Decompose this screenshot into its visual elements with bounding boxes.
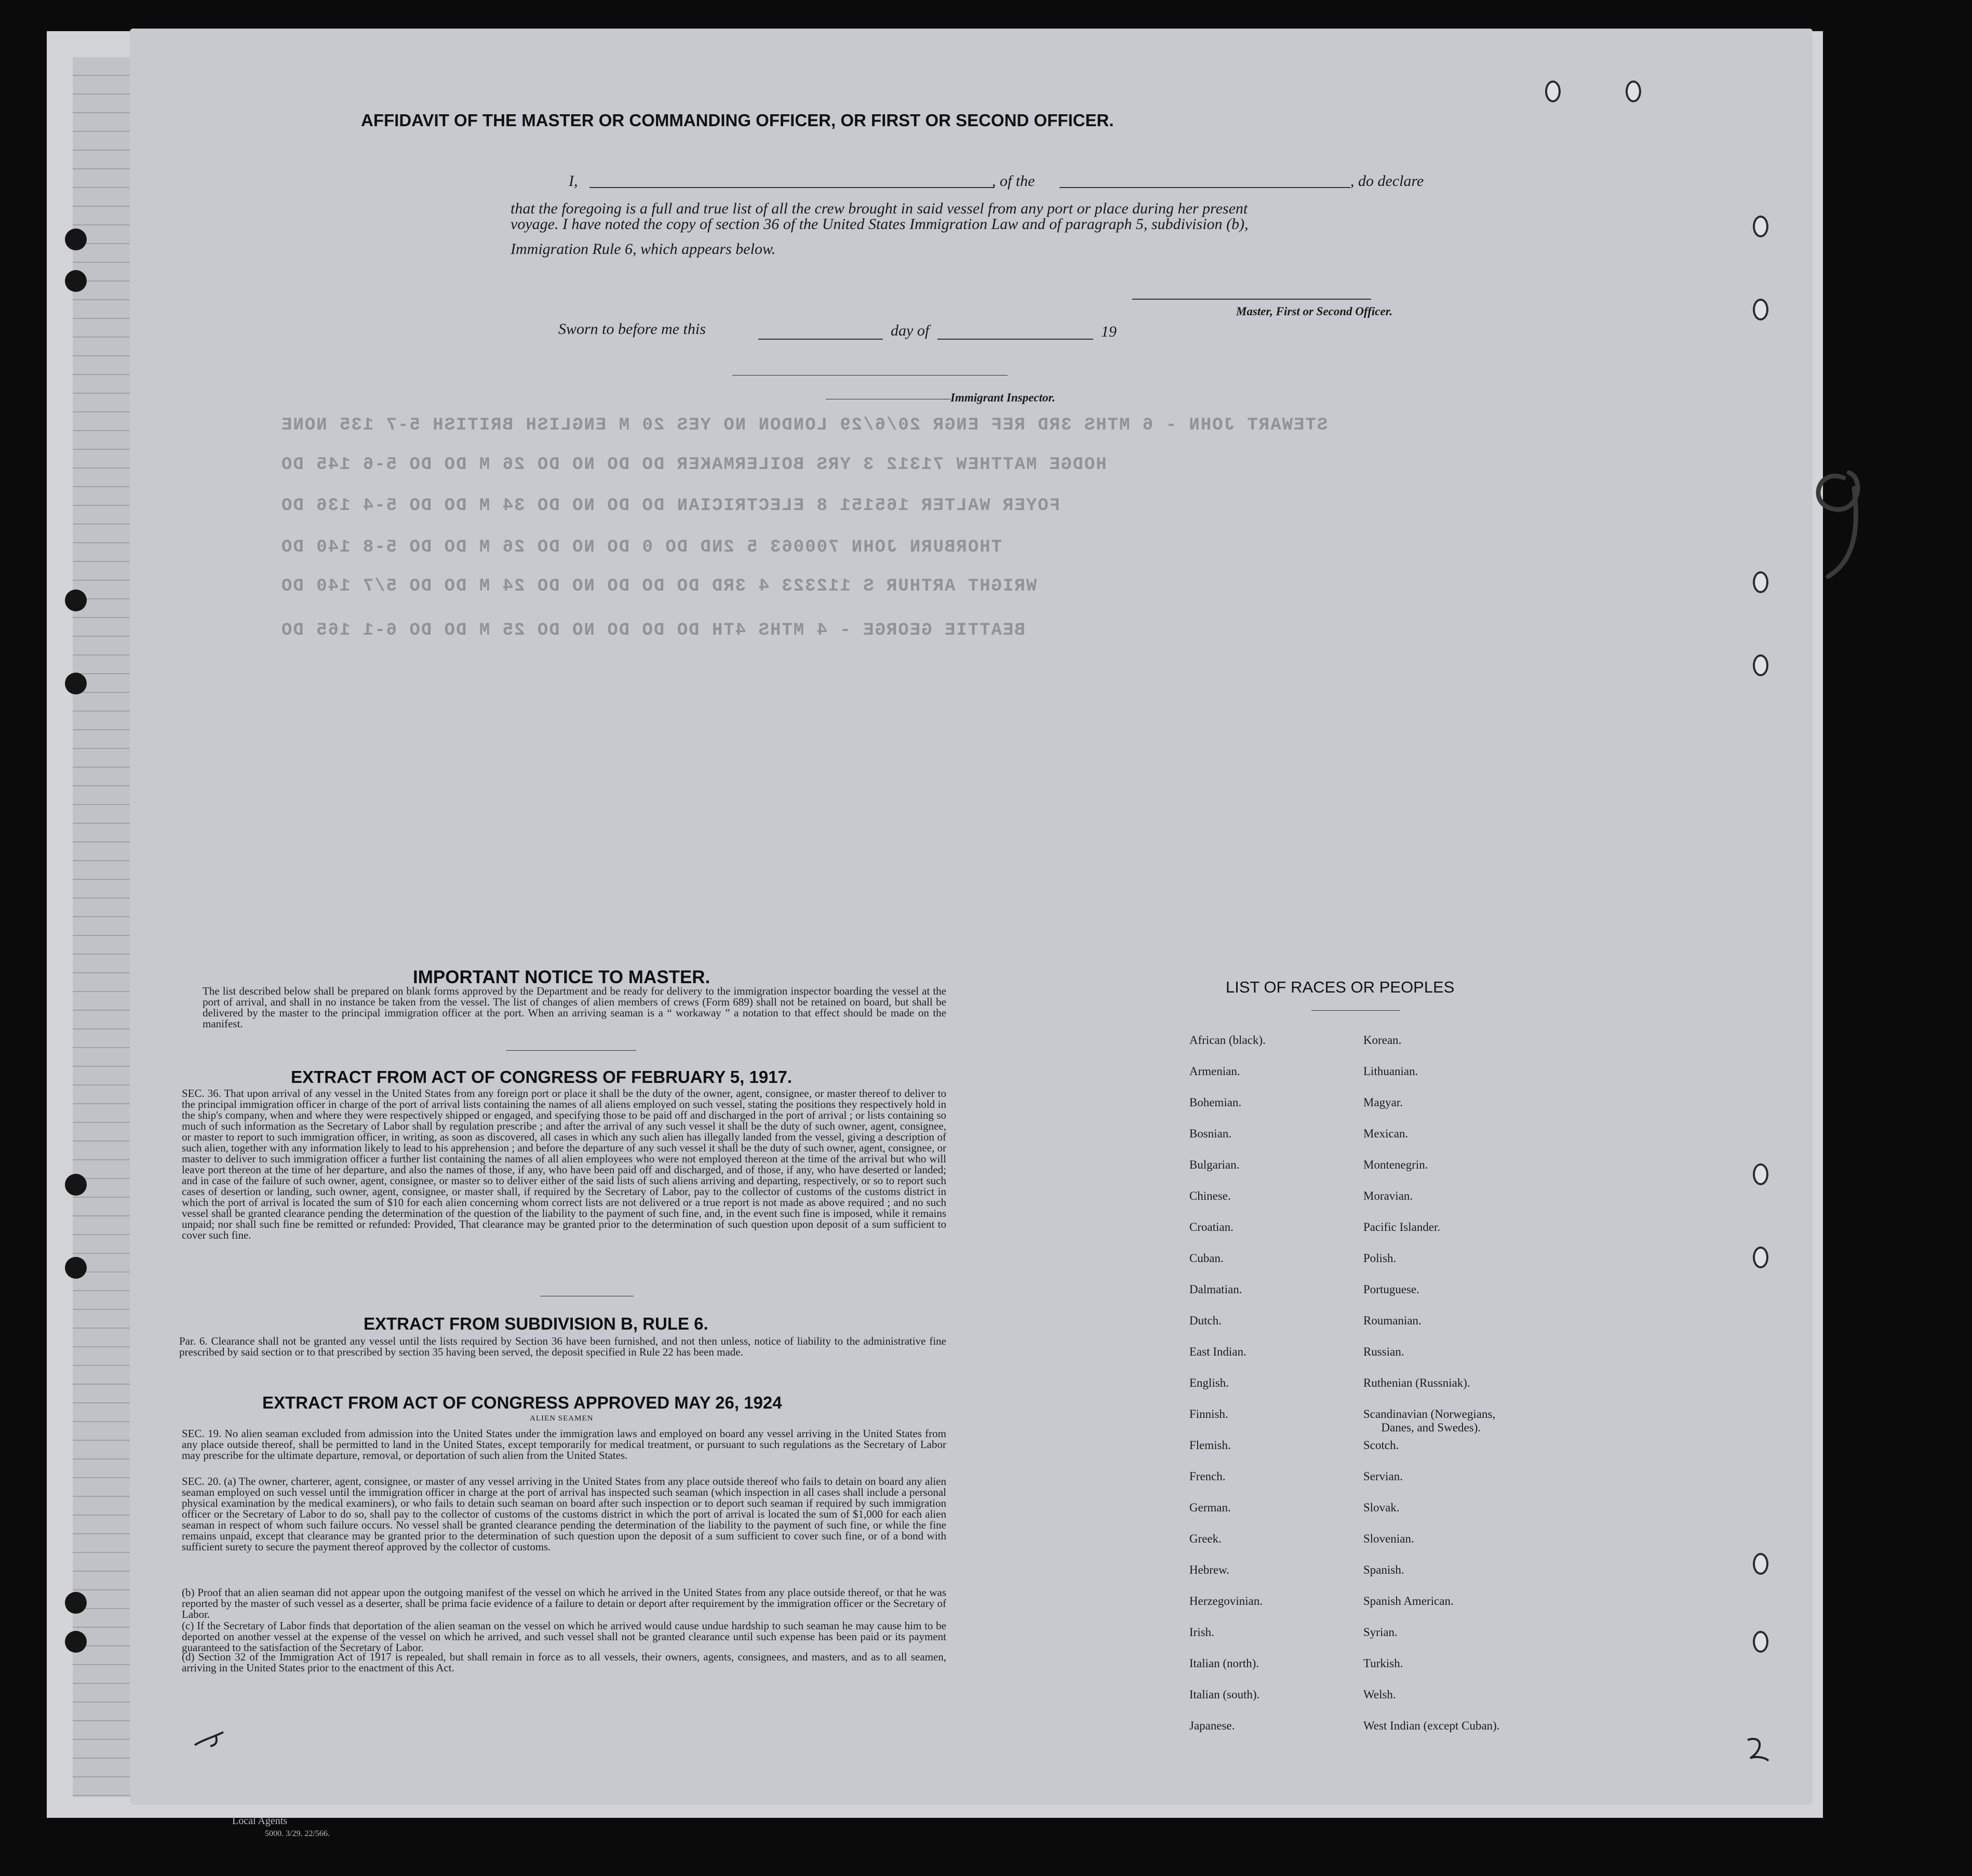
race-item: Finnish.	[1189, 1408, 1228, 1421]
race-item: Greek.	[1189, 1532, 1222, 1545]
race-item: Croatian.	[1189, 1221, 1233, 1234]
sworn-label: Sworn to before me this	[558, 320, 706, 338]
extract1924-subtitle: ALIEN SEAMEN	[530, 1414, 594, 1423]
show-through-row: WRIGHT ARTHUR S 112323 4 3RD DO DO DO NO DO 24 M DO DO 5/7 140 DO	[280, 577, 1037, 596]
race-item: Cuban.	[1189, 1252, 1224, 1265]
extract1924-title: EXTRACT FROM ACT OF CONGRESS APPROVED MAY 26, 1924	[262, 1393, 782, 1412]
punch-hole	[1626, 81, 1641, 102]
officer-label: Master, First or Second Officer.	[1236, 305, 1393, 318]
handwritten-mark	[1787, 457, 1880, 592]
day-of-label: day of	[891, 322, 930, 339]
binder-hole	[65, 589, 87, 611]
race-item: Magyar.	[1363, 1096, 1403, 1109]
year-prefix: 19	[1101, 323, 1117, 340]
binder-hole	[65, 270, 87, 292]
name-blank	[589, 187, 995, 188]
inspector-label: Immigrant Inspector.	[950, 391, 1055, 404]
sec20b-body: (b) Proof that an alien seaman did not appear upon the outgoing manifest of the vessel on which he arrived in the United States from any place outside thereof, or that he was reported by the master of such vessel as a deserter, shall be prima facie evidence of a failure to detain or deport after requirement by the immigration officer or the Secretary of Labor.	[182, 1586, 946, 1620]
race-item: Ruthenian (Russniak).	[1363, 1376, 1470, 1389]
show-through-row: THORBURN JOHN 700063 5 2ND DO 0 DO NO DO 26 M DO DO 5-8 140 DO	[280, 538, 1002, 557]
race-item: Russian.	[1363, 1345, 1404, 1358]
race-item: Lithuanian.	[1363, 1065, 1418, 1078]
race-item: Servian.	[1363, 1470, 1403, 1483]
race-item: Armenian.	[1189, 1065, 1240, 1078]
race-item: French.	[1189, 1470, 1226, 1483]
show-through-row: STEWART JOHN - 6 MTHS 3RD REF ENGR 20/6/29 LONDON NO YES 20 M ENGLISH BRITISH 5-7 135 NONE	[280, 416, 1328, 435]
punch-hole	[1753, 1163, 1768, 1185]
race-item: Portuguese.	[1363, 1283, 1419, 1296]
rule6-title: EXTRACT FROM SUBDIVISION B, RULE 6.	[364, 1314, 708, 1333]
notice-title: IMPORTANT NOTICE TO MASTER.	[413, 967, 710, 987]
race-item: Bohemian.	[1189, 1096, 1242, 1109]
punch-hole	[1753, 1631, 1768, 1653]
race-item: Italian (south).	[1189, 1688, 1260, 1701]
race-item: West Indian (except Cuban).	[1363, 1719, 1500, 1732]
punch-hole	[1753, 1247, 1768, 1268]
race-item: German.	[1189, 1501, 1231, 1514]
sec20c-body: (c) If the Secretary of Labor finds that deportation of the alien seaman on the vessel on which he arrived would cause undue hardship to such seaman he may cause him to be deported on another vessel at the expense of the vessel on which he arrived, and such vessel shall not be granted clearance until such expense has been paid or its payment guaranteed to the satisfaction of the Secretary of Labor.	[182, 1619, 946, 1654]
punch-hole	[1753, 571, 1768, 593]
inspector-line-upper	[732, 375, 1008, 376]
race-item: Chinese.	[1189, 1189, 1231, 1202]
punch-hole	[1753, 1553, 1768, 1575]
binder-hole	[65, 1631, 87, 1653]
affidavit-body-line3: Immigration Rule 6, which appears below.	[511, 240, 776, 258]
binder-hole	[65, 1257, 87, 1279]
punch-hole	[1753, 654, 1768, 676]
affidavit-title: AFFIDAVIT OF THE MASTER OR COMMANDING OFFICER, OR FIRST OR SECOND OFFICER.	[361, 111, 1114, 130]
binder-hole	[65, 1592, 87, 1614]
affidavit-i-label: I,	[569, 172, 578, 190]
punch-hole	[1753, 216, 1768, 237]
race-item: Spanish.	[1363, 1563, 1404, 1576]
sworn-month-blank	[937, 339, 1093, 340]
affidavit-do-declare: , do declare	[1350, 172, 1424, 190]
race-item: Turkish.	[1363, 1657, 1403, 1670]
race-item: Korean.	[1363, 1034, 1402, 1047]
binder-hole	[65, 673, 87, 694]
extract1917-body: SEC. 36. That upon arrival of any vessel in the United States from any foreign port or place it shall be the duty of the owner, agent, consignee, or master thereof to deliver to the principal immigration officer in charge of the port of arrival lists containing the names of all aliens employed on such vessel, stating the positions they respectively hold in the ship's company, when and where they were respectively shipped or engaged, and specifying those to be paid off and discharged in the port of arrival ; or lists containing so much of such information as the Secretary of Labor shall by regulation prescribe ; and after the arrival of any such vessel it shall be the duty of such owner, agent, consignee, or master to report to such immigration officer, in writing, as soon as discovered, all cases in which any such alien has illegally landed from the vessel, giving a description of such alien, together with any information likely to lead to his apprehension ; and before the departure of any such vessel it shall be the duty of such owner, agent, consignee, or master to deliver to such immigration officer a further list containing the names of all alien employees who were not employed thereon at the time of the arrival but who will leave port thereon at the time of her departure, and also the names of those, if any, who have been paid off and discharged, and of those, if any, who have deserted or landed; and in case of the failure of such owner, agent, consignee, or master so to deliver either of the said lists of such aliens arriving and departing, respectively, or so to report such cases of desertion or landing, such owner, agent, consignee, or master shall, if required by the Secretary of Labor, pay to the collector of customs of the customs district in which the port of arrival is located the sum of $10 for each alien concerning whom correct lists are not delivered or a true report is not made as above required ; and no such vessel shall be granted clearance pending the determination of the question of the liability to the payment of such fine, and, in the event such fine is imposed, while it remains unpaid; nor shall such fine be remitted or refunded: Provided, That clearance may be granted prior to the determination of such question upon deposit of a sum sufficient to cover such fine.	[182, 1087, 946, 1241]
punch-hole	[1545, 81, 1561, 102]
race-item: Pacific Islander.	[1363, 1221, 1441, 1234]
race-item: Welsh.	[1363, 1688, 1396, 1701]
divider	[506, 1050, 636, 1051]
show-through-row: HODGE MATTHEW 71312 3 YRS BOILERMAKER DO DO NO DO 26 M DO DO 5-6 145 DO	[280, 455, 1107, 475]
race-item: Slovak.	[1363, 1501, 1400, 1514]
notice-body: The list described below shall be prepared on blank forms approved by the Department and be ready for delivery to the immigration inspector boarding the vessel at the port of arrival, and shall in no instance be taken from the vessel. The list of changes of alien members of crews (Form 689) shall not be retained on board, but shall be delivered by the master to the principal immigration officer at the port. When an arriving seaman is a “ workaway ” a notation to that effect should be made on the manifest.	[203, 985, 946, 1030]
affidavit-body-line1: that the foregoing is a full and true list of all the crew brought in said vessel from any port or place during her present	[511, 200, 1248, 217]
race-item: Herzegovinian.	[1189, 1594, 1263, 1607]
race-item: Flemish.	[1189, 1439, 1231, 1452]
race-item: Hebrew.	[1189, 1563, 1230, 1576]
race-item: Roumanian.	[1363, 1314, 1421, 1327]
handwritten-mark	[192, 1730, 229, 1750]
race-item: Spanish American.	[1363, 1594, 1454, 1607]
race-item: Polish.	[1363, 1252, 1397, 1265]
race-item: East Indian.	[1189, 1345, 1246, 1358]
race-item: Moravian.	[1363, 1189, 1413, 1202]
race-item: Irish.	[1189, 1626, 1214, 1639]
race-item: African (black).	[1189, 1034, 1266, 1047]
footer-agents: Local Agents	[232, 1815, 288, 1827]
race-item: Italian (north).	[1189, 1657, 1259, 1670]
race-item: Dutch.	[1189, 1314, 1222, 1327]
binder-hole	[65, 229, 87, 250]
race-item: Scandinavian (Norwegians, Danes, and Swedes).	[1363, 1408, 1496, 1434]
officer-signature-line	[1132, 299, 1371, 300]
race-item: Syrian.	[1363, 1626, 1398, 1639]
race-item: Dalmatian.	[1189, 1283, 1242, 1296]
sworn-day-blank	[758, 339, 883, 340]
race-item: Mexican.	[1363, 1127, 1408, 1140]
show-through-row: FOYER WALTER 165151 8 ELECTRICIAN DO DO NO DO 34 M DO DO 5-4 136 DO	[280, 496, 1061, 516]
race-item: Slovenian.	[1363, 1532, 1414, 1545]
race-item: Montenegrin.	[1363, 1158, 1428, 1171]
races-title: LIST OF RACES OR PEOPLES	[1226, 978, 1455, 996]
sec19-body: SEC. 19. No alien seaman excluded from admission into the United States under the immigration laws and employed on board any vessel arriving in the United States from any place outside thereof, shall be permitted to land in the United States, except temporarily for medical treatment, or pursuant to such regulations as the Secretary of Labor may prescribe for the ultimate departure, removal, or deportation of such alien from the United States.	[182, 1427, 946, 1462]
sec20d-body: (d) Section 32 of the Immigration Act of 1917 is repealed, but shall remain in force as to all vessels, their owners, agents, consignees, and masters, and as to all seamen, arriving in the United States prior to the enactment of this Act.	[182, 1651, 946, 1674]
divider	[1311, 1010, 1400, 1011]
extract1917-title: EXTRACT FROM ACT OF CONGRESS OF FEBRUARY 5, 1917.	[291, 1067, 793, 1087]
race-item: English.	[1189, 1376, 1229, 1389]
binder-hole	[65, 1174, 87, 1196]
affidavit-body-line2: voyage. I have noted the copy of section 36 of the United States Immigration Law and of paragraph 5, subdivision (b),	[511, 216, 1249, 233]
affidavit-of-the: , of the	[992, 172, 1035, 190]
race-item: Japanese.	[1189, 1719, 1235, 1732]
race-item: Bulgarian.	[1189, 1158, 1240, 1171]
vessel-blank	[1059, 187, 1350, 188]
show-through-row: BEATTIE GEORGE - 4 MTHS 4TH DO DO DO NO DO 25 M DO DO 6-1 165 DO	[280, 621, 1025, 640]
race-item: Scotch.	[1363, 1439, 1399, 1452]
race-item: Bosnian.	[1189, 1127, 1232, 1140]
rule6-body: Par. 6. Clearance shall not be granted any vessel until the lists required by Section 36 have been furnished, and not then unless, notice of liability to the administrative fine prescribed by said section or to that prescribed by section 35 having been served, the deposit specified in Rule 22 has been made.	[179, 1335, 946, 1358]
punch-hole	[1753, 299, 1768, 320]
handwritten-mark	[1742, 1735, 1774, 1766]
sec20a-body: SEC. 20. (a) The owner, charterer, agent, consignee, or master of any vessel arriving in the United States from any place outside thereof who fails to detain on board any alien seaman employed on such vessel until the immigration officer in charge at the port of arrival has inspected such seaman (which inspection in all cases shall include a personal physical examination by the medical examiners), or who fails to detain such seaman on board after such inspection or to deport such seaman if required by such immigration officer or the Secretary of Labor to do so, shall pay to the collector of customs of the customs district in which the port of arrival is located the sum of $1,000 for each alien seaman in respect of whom such failure occurs. No vessel shall be granted clearance pending the determination of the liability to the payment of such fine, or while the fine remains unpaid, except that clearance may be granted prior to the determination of such question upon the deposit of a sum sufficient to cover such fine, or of a bond with sufficient surety to secure the payment thereof approved by the collector of customs.	[182, 1475, 946, 1553]
footer-code: 5000. 3/29. 22/566.	[265, 1829, 330, 1838]
